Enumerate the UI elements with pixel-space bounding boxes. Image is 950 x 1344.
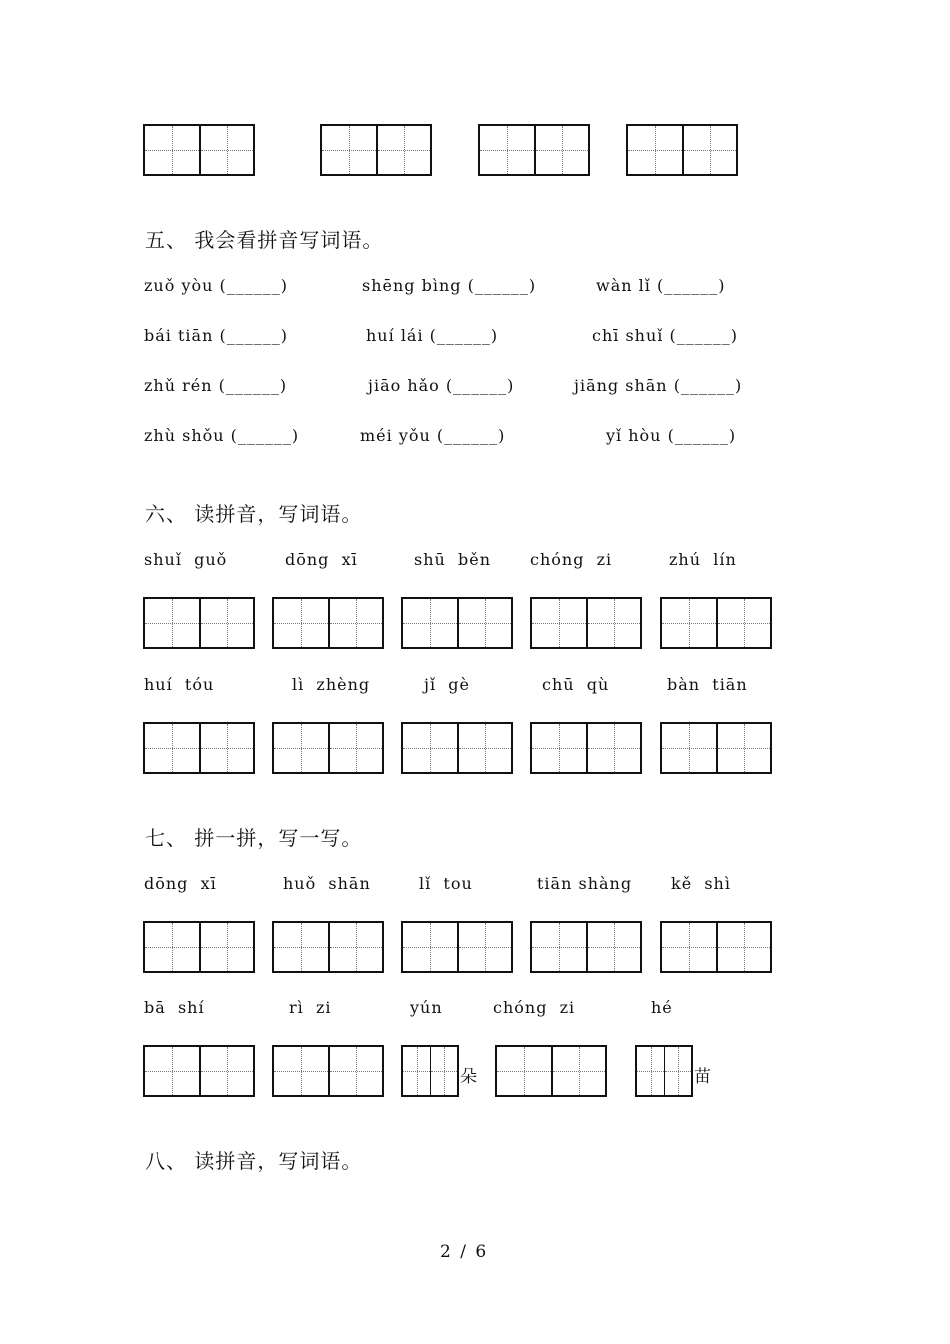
writing-grid[interactable]: [660, 921, 772, 973]
pinyin-item: chī shuǐ (______): [592, 326, 738, 345]
pinyin-item: jiāo hǎo (______): [368, 376, 515, 395]
writing-grid[interactable]: [401, 722, 513, 774]
writing-grid[interactable]: [530, 722, 642, 774]
writing-grid[interactable]: [478, 124, 590, 176]
pinyin-label: lǐ tou: [419, 874, 473, 893]
pinyin-item: shēng bìng (______): [362, 276, 537, 295]
suffix-character: 苗: [694, 1067, 711, 1087]
pinyin-item: huí lái (______): [366, 326, 499, 345]
writing-grid[interactable]: [401, 597, 513, 649]
pinyin-label: rì zi: [289, 998, 332, 1017]
pinyin-label: bā shí: [144, 998, 205, 1017]
writing-grid[interactable]: [143, 1045, 255, 1097]
writing-grid[interactable]: [626, 124, 738, 176]
writing-grid[interactable]: [143, 921, 255, 973]
pinyin-label: shuǐ guǒ: [144, 550, 228, 569]
pinyin-item: méi yǒu (______): [360, 426, 506, 445]
writing-grid[interactable]: [272, 722, 384, 774]
pinyin-label: huǒ shān: [283, 874, 371, 893]
writing-grid[interactable]: [530, 597, 642, 649]
pinyin-label: chóng zi: [530, 550, 613, 569]
pinyin-item: bái tiān (______): [144, 326, 288, 345]
pinyin-item: wàn lǐ (______): [596, 276, 726, 295]
page-number: 2 / 6: [440, 1242, 489, 1262]
pinyin-label: hé: [651, 998, 673, 1017]
suffix-character: 朵: [460, 1067, 477, 1087]
writing-grid[interactable]: [272, 597, 384, 649]
pinyin-label: zhú lín: [669, 550, 737, 569]
writing-grid[interactable]: [401, 921, 513, 973]
pinyin-label: tiān shàng: [537, 874, 633, 893]
writing-grid[interactable]: [495, 1045, 607, 1097]
writing-grid-single[interactable]: [401, 1045, 459, 1097]
writing-grid[interactable]: [143, 597, 255, 649]
pinyin-label: shū běn: [414, 550, 492, 569]
pinyin-label: dōng xī: [144, 874, 217, 893]
writing-grid-single[interactable]: [635, 1045, 693, 1097]
pinyin-item: zuǒ yòu (______): [144, 276, 288, 295]
pinyin-label: lì zhèng: [292, 675, 371, 694]
pinyin-item: jiāng shān (______): [574, 376, 743, 395]
writing-grid[interactable]: [320, 124, 432, 176]
writing-grid[interactable]: [272, 921, 384, 973]
writing-grid[interactable]: [272, 1045, 384, 1097]
pinyin-label: bàn tiān: [667, 675, 748, 694]
writing-grid[interactable]: [143, 722, 255, 774]
section-7-heading: 七、 拼一拼，写一写。: [145, 826, 363, 850]
writing-grid[interactable]: [660, 597, 772, 649]
writing-grid[interactable]: [660, 722, 772, 774]
pinyin-label: chóng zi: [493, 998, 576, 1017]
pinyin-item: zhù shǒu (______): [144, 426, 300, 445]
pinyin-label: yún: [410, 998, 443, 1017]
section-5-heading: 五、 我会看拼音写词语。: [145, 228, 384, 252]
writing-grid[interactable]: [143, 124, 255, 176]
writing-grid[interactable]: [530, 921, 642, 973]
pinyin-item: zhǔ rén (______): [144, 376, 288, 395]
pinyin-item: yǐ hòu (______): [606, 426, 737, 445]
pinyin-label: chū qù: [542, 675, 610, 694]
pinyin-label: jǐ gè: [424, 675, 470, 694]
section-8-heading: 八、 读拼音，写词语。: [145, 1149, 363, 1173]
pinyin-label: kě shì: [671, 874, 731, 893]
section-6-heading: 六、 读拼音，写词语。: [145, 502, 363, 526]
pinyin-label: dōng xī: [285, 550, 358, 569]
pinyin-label: huí tóu: [144, 675, 215, 694]
